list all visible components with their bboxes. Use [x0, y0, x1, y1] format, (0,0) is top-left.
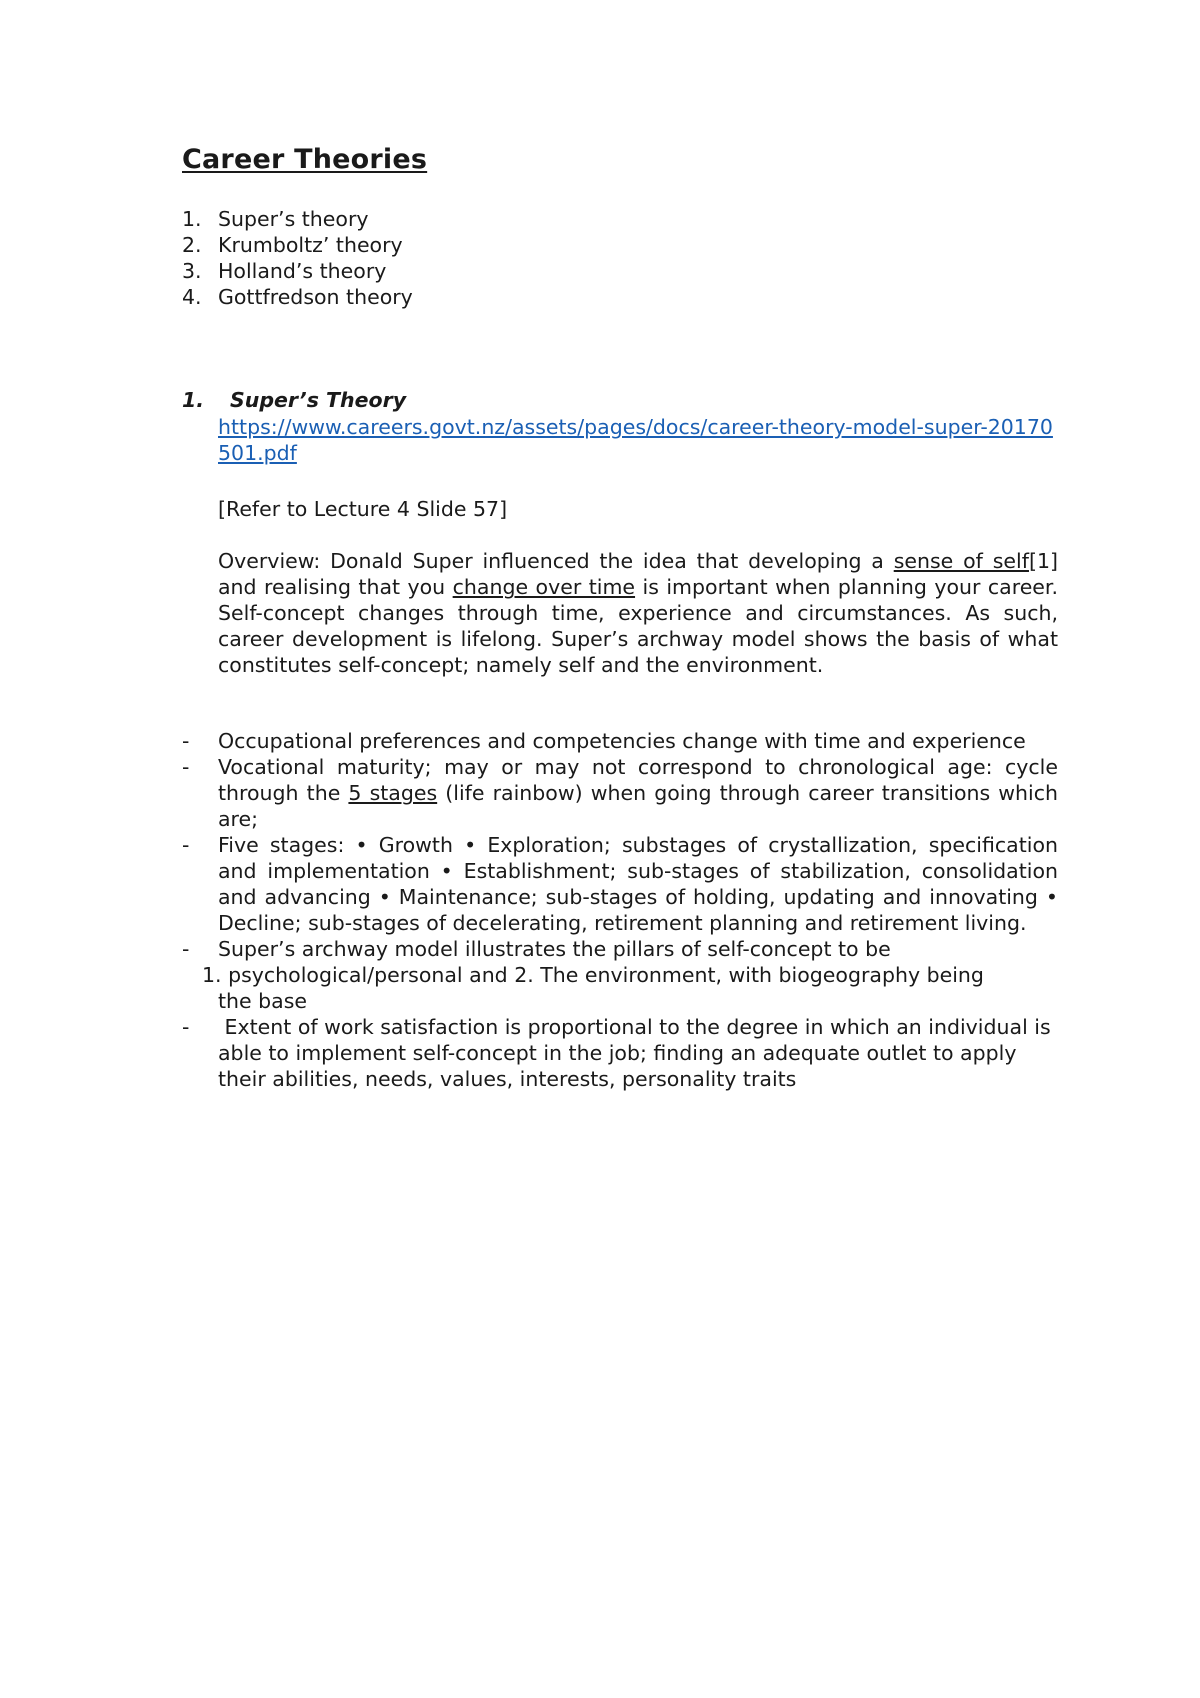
overview-text: [1] and realising that you — [218, 549, 1059, 599]
bullet-item — [182, 936, 1058, 1014]
list-item-label: Super’s theory — [218, 207, 369, 231]
overview-paragraph — [218, 548, 1058, 678]
list-item-number: 3. — [182, 259, 202, 283]
bullet-line: Super’s archway model illustrates the pillars of self-concept to be — [218, 937, 891, 961]
list-item-label: Holland’s theory — [218, 259, 387, 283]
list-item-number: 2. — [182, 233, 202, 257]
bullet-text: Extent of work satisfaction is proportional to the degree in which an individual is able to implement self-concept in the job; finding an adequate outlet to apply their abilities, needs, values, interests, personality traits — [218, 1015, 1058, 1091]
bullet-text — [218, 754, 1058, 832]
section-number: 1. — [182, 388, 205, 412]
bullet-dash: - — [182, 729, 190, 753]
overview-text: Overview: Donald Super influenced the idea that developing a — [218, 549, 894, 573]
list-item — [182, 206, 413, 232]
document-title: Career Theories — [182, 144, 428, 175]
bullet-text: Five stages: • Growth • Exploration; substages of crystallization, specification and implementation • Establishment; sub-stages of stabilization, consolidation and advancing • Maintenance; sub-stages of holding, updating and innovating • Decline; sub-stages of decelerating, retirement planning and retirement living. — [218, 833, 1058, 935]
section-title: Super’s Theory — [230, 388, 407, 412]
bullet-item — [182, 728, 1058, 754]
overview-underlined-text: change over time — [452, 575, 636, 599]
bullet-text: Occupational preferences and competencies change with time and experience — [218, 729, 1026, 753]
bullet-line: the base — [218, 989, 308, 1013]
bullet-text-part: (life rainbow) when going through career transitions which are; — [218, 781, 1058, 831]
list-item — [182, 284, 413, 310]
section-heading — [182, 388, 406, 412]
list-item-number: 4. — [182, 285, 202, 309]
overview-underlined-text: sense of self — [893, 549, 1029, 573]
bullet-dash: - — [182, 755, 190, 779]
list-item-label: Gottfredson theory — [218, 285, 413, 309]
bullet-dash: - — [182, 1015, 190, 1039]
list-item — [182, 258, 413, 284]
bullet-text — [202, 936, 1058, 1014]
bullet-item — [182, 754, 1058, 832]
list-item-number: 1. — [182, 207, 202, 231]
bullet-line: 1. psychological/personal and 2. The environment, with biogeography being — [202, 963, 984, 987]
bullet-dash: - — [182, 833, 190, 857]
bullet-text-part: Vocational maturity; may or may not correspond to chronological age: cycle through the — [218, 755, 1058, 805]
bullet-item — [182, 832, 1058, 936]
bullet-underlined-text: 5 stages — [348, 781, 438, 805]
bullet-list — [182, 728, 1058, 1092]
list-item — [182, 232, 413, 258]
bullet-item — [182, 1014, 1058, 1092]
list-item-label: Krumboltz’ theory — [218, 233, 403, 257]
theory-list — [182, 206, 413, 310]
super-theory-link[interactable]: https://www.careers.govt.nz/assets/pages/docs/career-theory-model-super-20170501.pdf — [218, 415, 1053, 465]
bullet-dash: - — [182, 937, 190, 961]
overview-text: is important when planning your career. Self-concept changes through time, experience and circumstances. As such, career development is lifelong. Super’s archway model shows the basis of what constitutes self-concept; namely self and the environment. — [218, 575, 1058, 677]
lecture-reference: [Refer to Lecture 4 Slide 57] — [218, 497, 508, 521]
